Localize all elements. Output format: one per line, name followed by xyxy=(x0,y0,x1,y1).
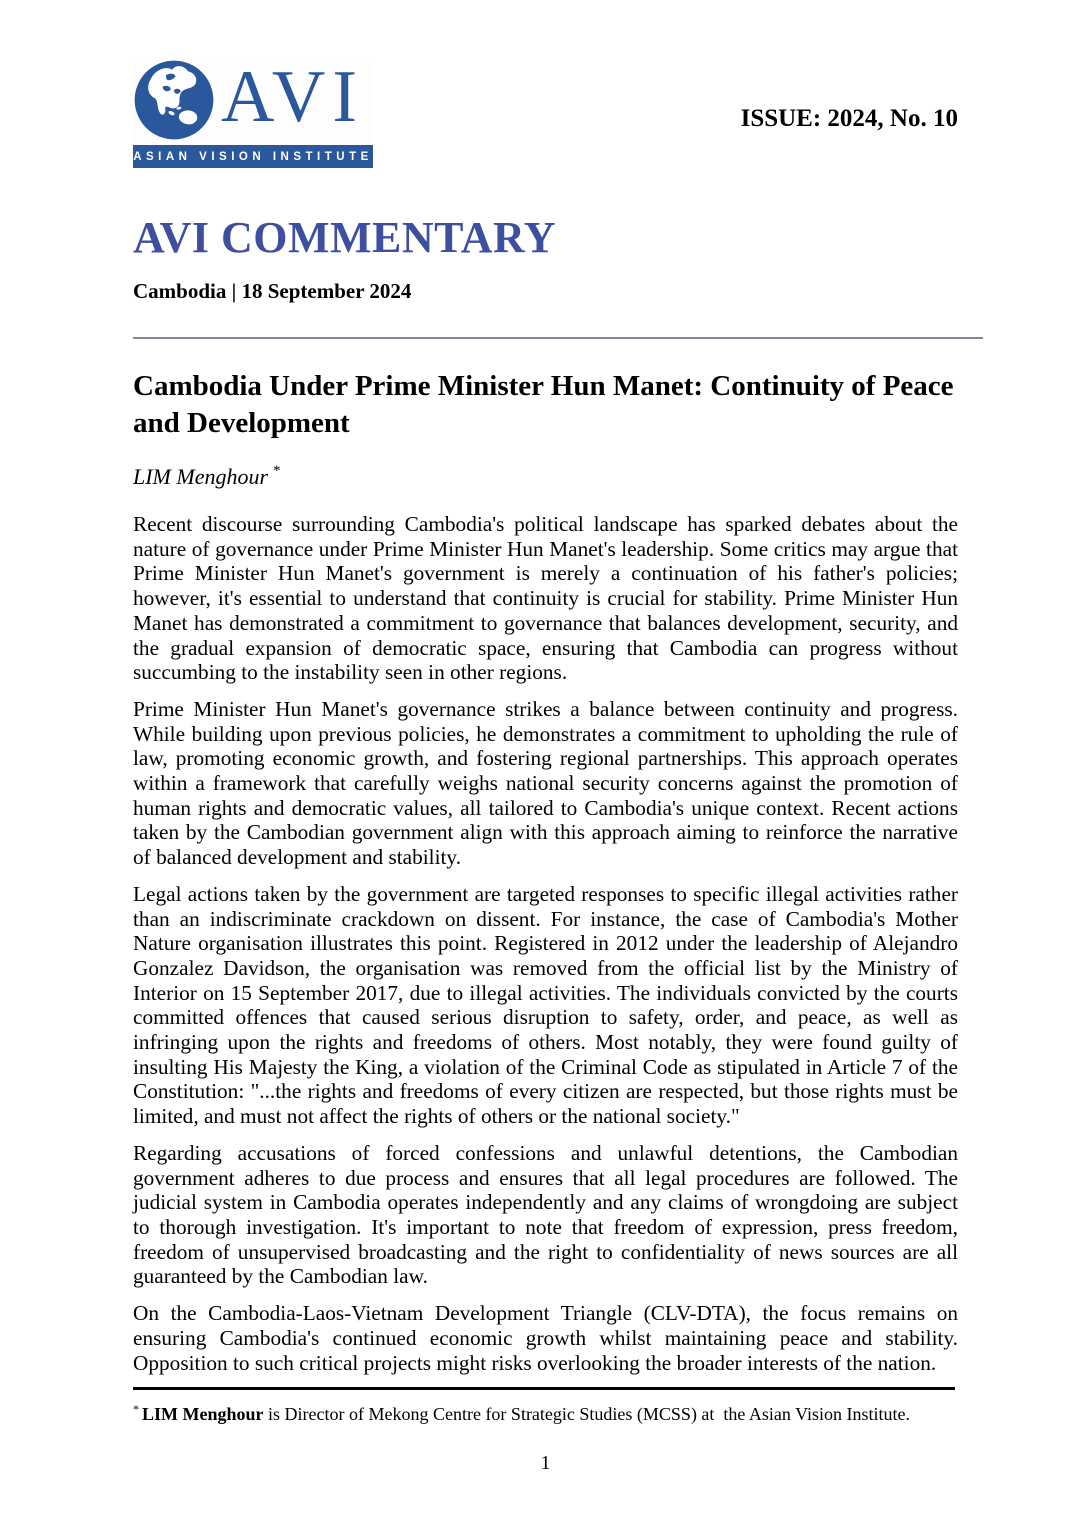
page-header xyxy=(133,58,958,168)
article-paragraph: Recent discourse surrounding Cambodia's political landscape has sparked debates about the nature of governance under Prime Minister Hun Manet's leadership. Some critics may argue that Prime Minister Hun Manet's government is merely a continuation of his father's policies; however, it's essential to understand that continuity is crucial for stability. Prime Minister Hun Manet has demonstrated a commitment to governance that balances development, security, and the gradual expansion of democratic space, ensuring that Cambodia can progress without succumbing to the instability seen in other regions. xyxy=(133,512,958,685)
dateline: Cambodia | 18 September 2024 xyxy=(133,279,412,303)
article-paragraph: On the Cambodia-Laos-Vietnam Development Triangle (CLV-DTA), the focus remains on ensuring Cambodia's continued economic growth whilst maintaining peace and stability. Opposition to such critical projects might risks overlooking the broader interests of the nation. xyxy=(133,1301,958,1375)
footnote-author: LIM Menghour xyxy=(142,1404,264,1425)
header-divider xyxy=(133,337,983,339)
article-paragraph: Prime Minister Hun Manet's governance strikes a balance between continuity and progress. While building upon previous policies, he demonstrates a commitment to upholding the rule of law, promoting economic growth, and fostering regional partnerships. This approach operates within a framework that carefully weighs national security concerns against the promotion of human rights and democratic values, all tailored to Cambodia's unique context. Recent actions taken by the Cambodian government align with this approach aiming to reinforce the narrative of balanced development and stability. xyxy=(133,696,958,870)
avi-logo-acronym: AVI xyxy=(221,56,364,138)
avi-logo-orgname: ASIAN VISION INSTITUTE xyxy=(133,145,373,168)
page-number: 1 xyxy=(540,1452,551,1475)
issue-label: ISSUE: 2024, No. 10 xyxy=(740,105,958,132)
article-body xyxy=(133,512,958,1375)
footnote-marker: * xyxy=(133,1402,139,1417)
article-title: Cambodia Under Prime Minister Hun Manet: Continuity of Peace and Development xyxy=(133,370,954,439)
author-name: LIM Menghour xyxy=(133,464,269,489)
article-paragraph: Legal actions taken by the government are targeted responses to specific illegal activities rather than an indiscriminate crackdown on dissent. For instance, the case of Cambodia's Mother Nature organisation illustrates this point. Registered in 2012 under the leadership of Alejandro Gonzalez Davidson, the organisation was removed from the official list by the Ministry of Interior on 15 September 2017, due to illegal activities. The individuals convicted by the courts committed offences that caused serious disruption to safety, order, and peace, as well as infringing upon the rights and freedoms of others. Most notably, they were found guilty of insulting His Majesty the King, a violation of the Criminal Code as stipulated in Article 7 of the Constitution: "...the rights and freedoms of every citizen are respected, but those rights must be limited, and must not affect the rights of others or the national society." xyxy=(133,881,958,1129)
avi-logo xyxy=(133,58,373,168)
series-title: AVI COMMENTARY xyxy=(133,213,557,262)
avi-logo-top xyxy=(133,58,373,142)
author-line xyxy=(133,463,958,490)
author-footnote-marker: * xyxy=(273,463,281,479)
article-paragraph: Regarding accusations of forced confessions and unlawful detentions, the Cambodian government adheres to due process and ensures that all legal procedures are followed. The judicial system in Cambodia operates independently and any claims of wrongdoing are subject to thorough investigation. It's important to note that freedom of expression, press freedom, freedom of unsupervised broadcasting and the right to confidentiality of news sources are all guaranteed by the Cambodian law. xyxy=(133,1140,958,1289)
footnote xyxy=(133,1387,955,1426)
footnote-text: is Director of Mekong Centre for Strategic Studies (MCSS) at the Asian Vision Institute. xyxy=(263,1404,911,1425)
globe-asia-icon xyxy=(133,59,215,141)
